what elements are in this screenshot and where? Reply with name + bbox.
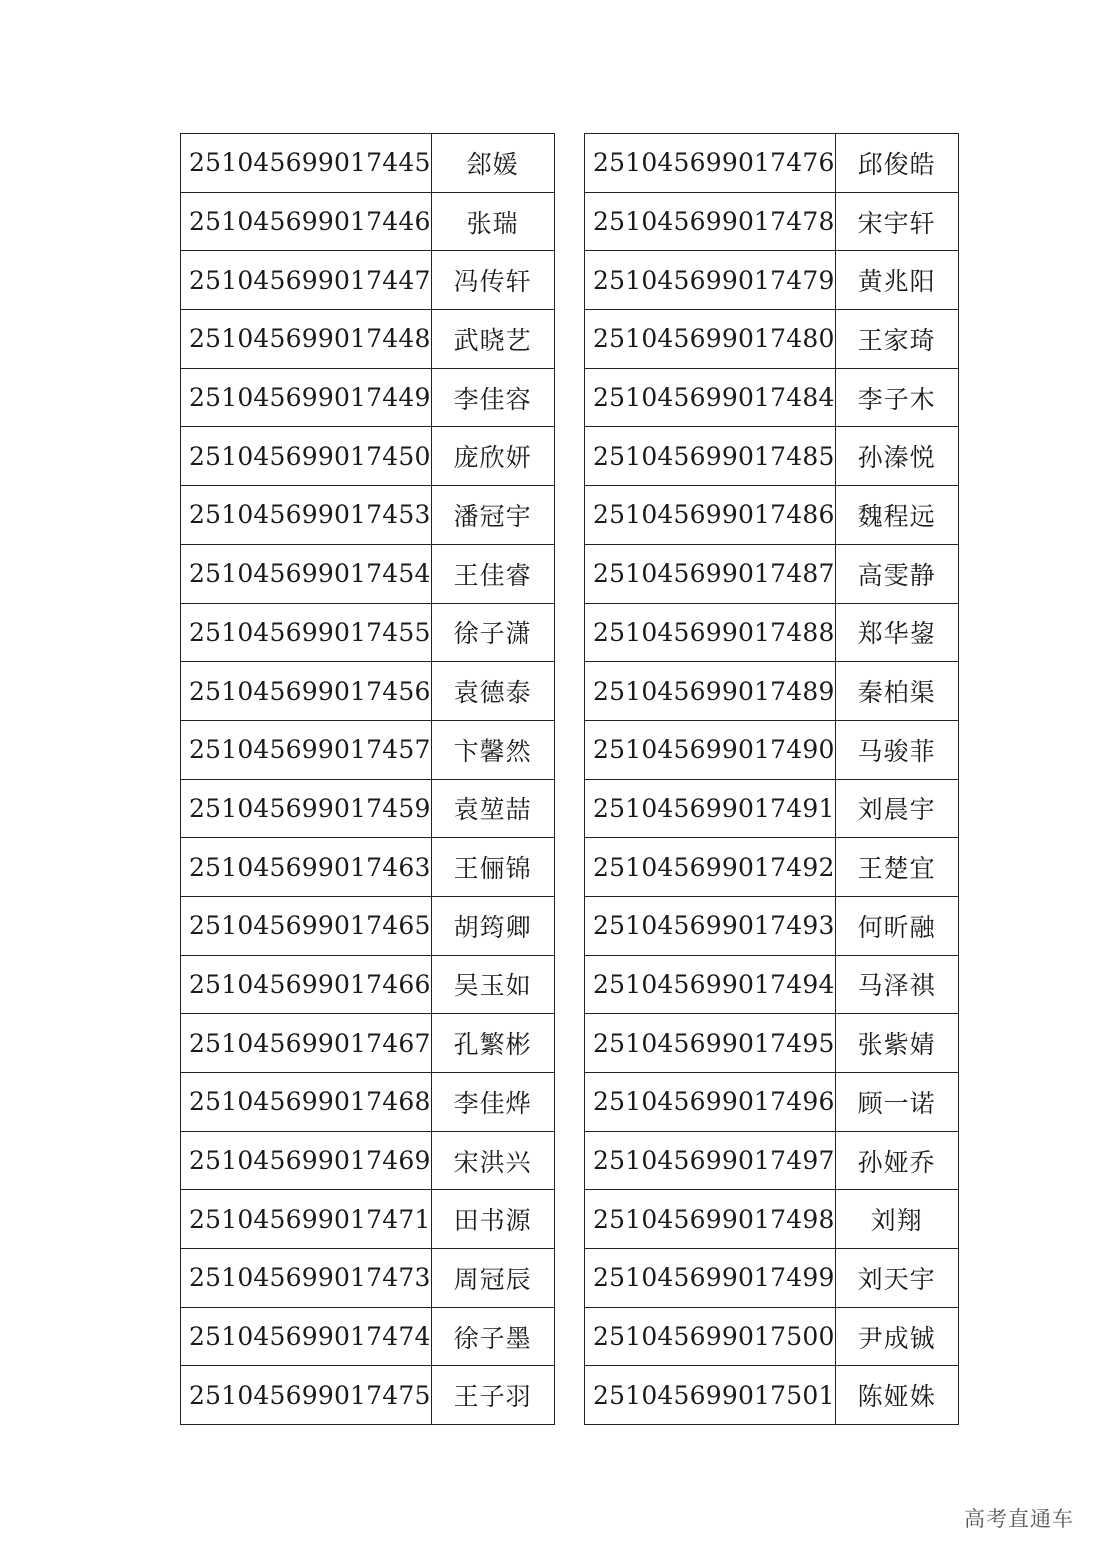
table-row: [585, 310, 959, 369]
candidate-name-cell: 袁德泰: [431, 662, 554, 721]
table-row: [181, 662, 555, 721]
table-row: [181, 1014, 555, 1073]
candidate-name-cell: 张瑞: [431, 192, 554, 251]
candidate-name-cell: 张紫婧: [835, 1014, 958, 1073]
candidate-name-cell: 郑华鋆: [835, 603, 958, 662]
candidate-name-cell: 冯传轩: [431, 251, 554, 310]
table-row: [585, 486, 959, 545]
table-row: [585, 955, 959, 1014]
candidate-id-cell: 251045699017457: [181, 720, 432, 779]
candidate-id-cell: 251045699017478: [585, 192, 836, 251]
candidate-id-cell: 251045699017453: [181, 486, 432, 545]
candidate-name-cell: 孙娅乔: [835, 1131, 958, 1190]
candidate-name-cell: 魏程远: [835, 486, 958, 545]
table-row: [181, 720, 555, 779]
candidate-name-cell: 郐媛: [431, 134, 554, 193]
roster-table-left: [180, 133, 555, 1425]
candidate-id-cell: 251045699017446: [181, 192, 432, 251]
candidate-name-cell: 王俪锦: [431, 838, 554, 897]
candidate-name-cell: 袁堃喆: [431, 779, 554, 838]
candidate-name-cell: 徐子潇: [431, 603, 554, 662]
candidate-id-cell: 251045699017473: [181, 1249, 432, 1308]
candidate-name-cell: 顾一诺: [835, 1073, 958, 1132]
candidate-id-cell: 251045699017484: [585, 368, 836, 427]
candidate-id-cell: 251045699017449: [181, 368, 432, 427]
candidate-name-cell: 尹成铖: [835, 1307, 958, 1366]
table-row: [181, 1366, 555, 1425]
table-row: [585, 134, 959, 193]
table-row: [181, 896, 555, 955]
candidate-id-cell: 251045699017456: [181, 662, 432, 721]
candidate-id-cell: 251045699017450: [181, 427, 432, 486]
candidate-id-cell: 251045699017491: [585, 779, 836, 838]
roster-table-right: [584, 133, 959, 1425]
candidate-name-cell: 王佳睿: [431, 544, 554, 603]
table-row: [585, 662, 959, 721]
candidate-name-cell: 何昕融: [835, 896, 958, 955]
table-row: [585, 838, 959, 897]
candidate-id-cell: 251045699017479: [585, 251, 836, 310]
candidate-id-cell: 251045699017492: [585, 838, 836, 897]
candidate-id-cell: 251045699017467: [181, 1014, 432, 1073]
table-row: [181, 1307, 555, 1366]
candidate-name-cell: 庞欣妍: [431, 427, 554, 486]
candidate-id-cell: 251045699017501: [585, 1366, 836, 1425]
candidate-id-cell: 251045699017469: [181, 1131, 432, 1190]
table-row: [585, 192, 959, 251]
table-row: [585, 1073, 959, 1132]
table-row: [585, 251, 959, 310]
candidate-id-cell: 251045699017448: [181, 310, 432, 369]
candidate-id-cell: 251045699017459: [181, 779, 432, 838]
roster-table-right-body: [585, 134, 959, 1425]
candidate-name-cell: 马泽祺: [835, 955, 958, 1014]
table-row: [585, 779, 959, 838]
candidate-id-cell: 251045699017445: [181, 134, 432, 193]
candidate-name-cell: 刘天宇: [835, 1249, 958, 1308]
table-row: [585, 1190, 959, 1249]
table-row: [585, 896, 959, 955]
candidate-name-cell: 黄兆阳: [835, 251, 958, 310]
candidate-name-cell: 秦柏渠: [835, 662, 958, 721]
table-row: [585, 1366, 959, 1425]
candidate-name-cell: 王家琦: [835, 310, 958, 369]
candidate-id-cell: 251045699017486: [585, 486, 836, 545]
candidate-id-cell: 251045699017489: [585, 662, 836, 721]
candidate-name-cell: 李子木: [835, 368, 958, 427]
watermark-text: 高考直通车: [964, 1507, 1074, 1531]
table-row: [181, 1073, 555, 1132]
candidate-id-cell: 251045699017488: [585, 603, 836, 662]
candidate-name-cell: 陈娅姝: [835, 1366, 958, 1425]
candidate-id-cell: 251045699017498: [585, 1190, 836, 1249]
table-row: [585, 1307, 959, 1366]
table-row: [181, 486, 555, 545]
candidate-name-cell: 宋洪兴: [431, 1131, 554, 1190]
candidate-id-cell: 251045699017497: [585, 1131, 836, 1190]
table-row: [181, 1190, 555, 1249]
candidate-id-cell: 251045699017495: [585, 1014, 836, 1073]
candidate-id-cell: 251045699017480: [585, 310, 836, 369]
table-row: [181, 838, 555, 897]
candidate-name-cell: 王子羽: [431, 1366, 554, 1425]
table-row: [181, 603, 555, 662]
candidate-name-cell: 胡筠卿: [431, 896, 554, 955]
table-row: [181, 779, 555, 838]
candidate-name-cell: 卞馨然: [431, 720, 554, 779]
candidate-id-cell: 251045699017490: [585, 720, 836, 779]
candidate-id-cell: 251045699017447: [181, 251, 432, 310]
candidate-id-cell: 251045699017468: [181, 1073, 432, 1132]
candidate-name-cell: 吴玉如: [431, 955, 554, 1014]
table-row: [585, 544, 959, 603]
candidate-id-cell: 251045699017476: [585, 134, 836, 193]
candidate-name-cell: 王楚宜: [835, 838, 958, 897]
table-row: [585, 1014, 959, 1073]
candidate-name-cell: 高雯静: [835, 544, 958, 603]
candidate-name-cell: 孙溱悦: [835, 427, 958, 486]
candidate-name-cell: 田书源: [431, 1190, 554, 1249]
candidate-id-cell: 251045699017471: [181, 1190, 432, 1249]
table-row: [181, 1131, 555, 1190]
table-row: [181, 310, 555, 369]
table-row: [585, 427, 959, 486]
candidate-name-cell: 武晓艺: [431, 310, 554, 369]
table-row: [181, 955, 555, 1014]
table-row: [181, 192, 555, 251]
candidate-id-cell: 251045699017496: [585, 1073, 836, 1132]
candidate-id-cell: 251045699017493: [585, 896, 836, 955]
table-row: [181, 1249, 555, 1308]
table-row: [585, 368, 959, 427]
candidate-id-cell: 251045699017475: [181, 1366, 432, 1425]
candidate-id-cell: 251045699017454: [181, 544, 432, 603]
candidate-name-cell: 李佳烨: [431, 1073, 554, 1132]
candidate-id-cell: 251045699017487: [585, 544, 836, 603]
candidate-name-cell: 徐子墨: [431, 1307, 554, 1366]
candidate-id-cell: 251045699017485: [585, 427, 836, 486]
candidate-name-cell: 周冠辰: [431, 1249, 554, 1308]
candidate-id-cell: 251045699017466: [181, 955, 432, 1014]
table-row: [585, 1131, 959, 1190]
candidate-id-cell: 251045699017494: [585, 955, 836, 1014]
candidate-name-cell: 李佳容: [431, 368, 554, 427]
candidate-id-cell: 251045699017500: [585, 1307, 836, 1366]
table-row: [585, 603, 959, 662]
candidate-name-cell: 孔繁彬: [431, 1014, 554, 1073]
table-row: [181, 427, 555, 486]
candidate-id-cell: 251045699017474: [181, 1307, 432, 1366]
candidate-name-cell: 刘晨宇: [835, 779, 958, 838]
table-row: [585, 1249, 959, 1308]
candidate-name-cell: 潘冠宇: [431, 486, 554, 545]
table-row: [585, 720, 959, 779]
candidate-name-cell: 马骏菲: [835, 720, 958, 779]
table-row: [181, 368, 555, 427]
candidate-id-cell: 251045699017455: [181, 603, 432, 662]
candidate-id-cell: 251045699017499: [585, 1249, 836, 1308]
candidate-name-cell: 邱俊皓: [835, 134, 958, 193]
roster-table-left-body: [181, 134, 555, 1425]
table-row: [181, 251, 555, 310]
table-row: [181, 544, 555, 603]
table-row: [181, 134, 555, 193]
candidate-id-cell: 251045699017463: [181, 838, 432, 897]
candidate-name-cell: 刘翔: [835, 1190, 958, 1249]
candidate-name-cell: 宋宇轩: [835, 192, 958, 251]
candidate-id-cell: 251045699017465: [181, 896, 432, 955]
